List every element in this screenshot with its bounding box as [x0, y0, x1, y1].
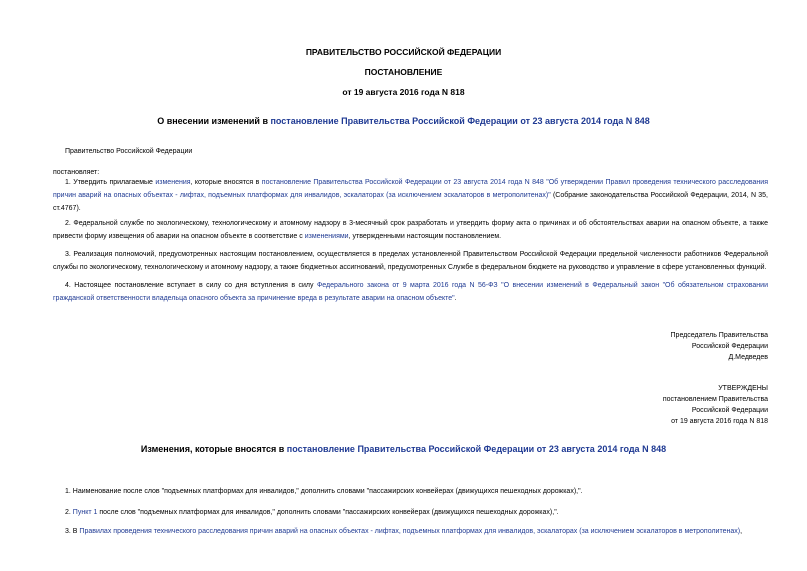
paragraph-3: 3. Реализация полномочий, предусмотренных настоящим постановлением, осуществляется в пределах установленной Правительством Российской Федерации предельной численности работников Федеральной службы по экологическому, технологическому и атомному надзору, а также бюджетных ассигнований, предусмотренных Службе в федеральном бюджете на руководство и управление в сфере установленных функций.	[53, 251, 768, 271]
resolves: постановляет:	[53, 169, 100, 176]
changes-title-link[interactable]: постановление Правительства Российской Федерации от 23 августа 2014 года N 848	[286, 444, 667, 454]
rules-link[interactable]: Правилах проведения технического расследования причин аварий на опасных объектах - лифтах, подъемных платформах для инвалидов, эскалаторах (за исключением эскалаторов в метрополитенах)	[79, 528, 741, 535]
document-title-prefix: О внесении изменений в	[157, 116, 271, 126]
paragraph-4-text-b: .	[454, 295, 457, 302]
document-title-link[interactable]: постановление Правительства Российской Федерации от 23 августа 2014 года N 848	[270, 116, 650, 126]
change-1: 1. Наименование после слов "подъемных платформах для инвалидов," дополнить словами "пассажирских конвейерах (движущихся пешеходных дорожках),".	[65, 488, 583, 495]
change-2	[65, 507, 559, 518]
paragraph-4	[53, 279, 768, 305]
change-3-number: 3. В	[65, 528, 80, 535]
changes-link-2[interactable]: изменениями	[304, 233, 349, 240]
approved-block	[663, 383, 768, 427]
paragraph-2-text-b: , утвержденными настоящим постановлением.	[348, 233, 502, 240]
change-2-text: после слов "подъемных платформах для инвалидов," дополнить словами "пассажирских конвейерах (движущихся пешеходных дорожках),".	[97, 509, 559, 516]
signature-org: Российской Федерации	[691, 343, 768, 350]
change-3	[53, 525, 768, 538]
paragraph-1-text-a: 1. Утвердить прилагаемые	[65, 179, 156, 186]
signature-name: Д.Медведев	[728, 354, 768, 361]
changes-link[interactable]: изменения	[155, 179, 191, 186]
document-title	[0, 116, 807, 126]
point-1-link[interactable]: Пункт 1	[72, 509, 98, 516]
paragraph-2-text-a: 2. Федеральной службе по экологическому, технологическому и атомному надзору в 3-месячный срок разработать и утвердить форму акта о причинах и об обстоятельствах аварии на опасном объекте, а также привести форму извещения об аварии на опасном объекте в соответствие с	[53, 220, 768, 240]
approved-date: от 19 августа 2016 года N 818	[671, 418, 768, 425]
approved-org: Российской Федерации	[691, 407, 768, 414]
document-type: ПОСТАНОВЛЕНИЕ	[364, 67, 443, 77]
federal-law-link[interactable]: Федерального закона от 9 марта 2016 года N 56-ФЗ "О внесении изменений в Федеральный закон "Об обязательном страховании гражданской ответственности владельца опасного объекта за причинение вреда в результате аварии на опасном объекте"	[53, 282, 768, 302]
changes-title	[0, 444, 807, 454]
resolution-848-link[interactable]: постановление Правительства Российской Федерации от 23 августа 2014 года N 848 "Об утверждении Правил проведения технического расследования причин аварий на опасных объектах - лифтах, подъемных платформах для инвалидов, эскалаторах (за исключением эскалаторов в метрополитенах)"	[53, 179, 768, 199]
change-2-number: 2.	[65, 509, 73, 516]
approved-by: постановлением Правительства	[662, 396, 768, 403]
changes-title-prefix: Изменения, которые вносятся в	[140, 444, 287, 454]
paragraph-2	[53, 217, 768, 243]
document-date: от 19 августа 2016 года N 818	[342, 87, 465, 97]
government-heading: ПРАВИТЕЛЬСТВО РОССИЙСКОЙ ФЕДЕРАЦИИ	[305, 47, 502, 57]
signature-position: Председатель Правительства	[670, 332, 768, 339]
paragraph-1	[53, 176, 768, 215]
paragraph-4-text-a: 4. Настоящее постановление вступает в силу со дня вступления в силу	[65, 282, 317, 289]
issuer: Правительство Российской Федерации	[65, 148, 193, 155]
change-3-text: ,	[740, 528, 743, 535]
signature-block	[671, 330, 768, 363]
approved-heading: УТВЕРЖДЕНЫ	[718, 385, 768, 392]
paragraph-1-text-c: (Собрание законодательства Российской Федерации, 2014, N 35, ст.4767).	[53, 192, 768, 212]
paragraph-1-text-b: , которые вносятся в	[190, 179, 262, 186]
